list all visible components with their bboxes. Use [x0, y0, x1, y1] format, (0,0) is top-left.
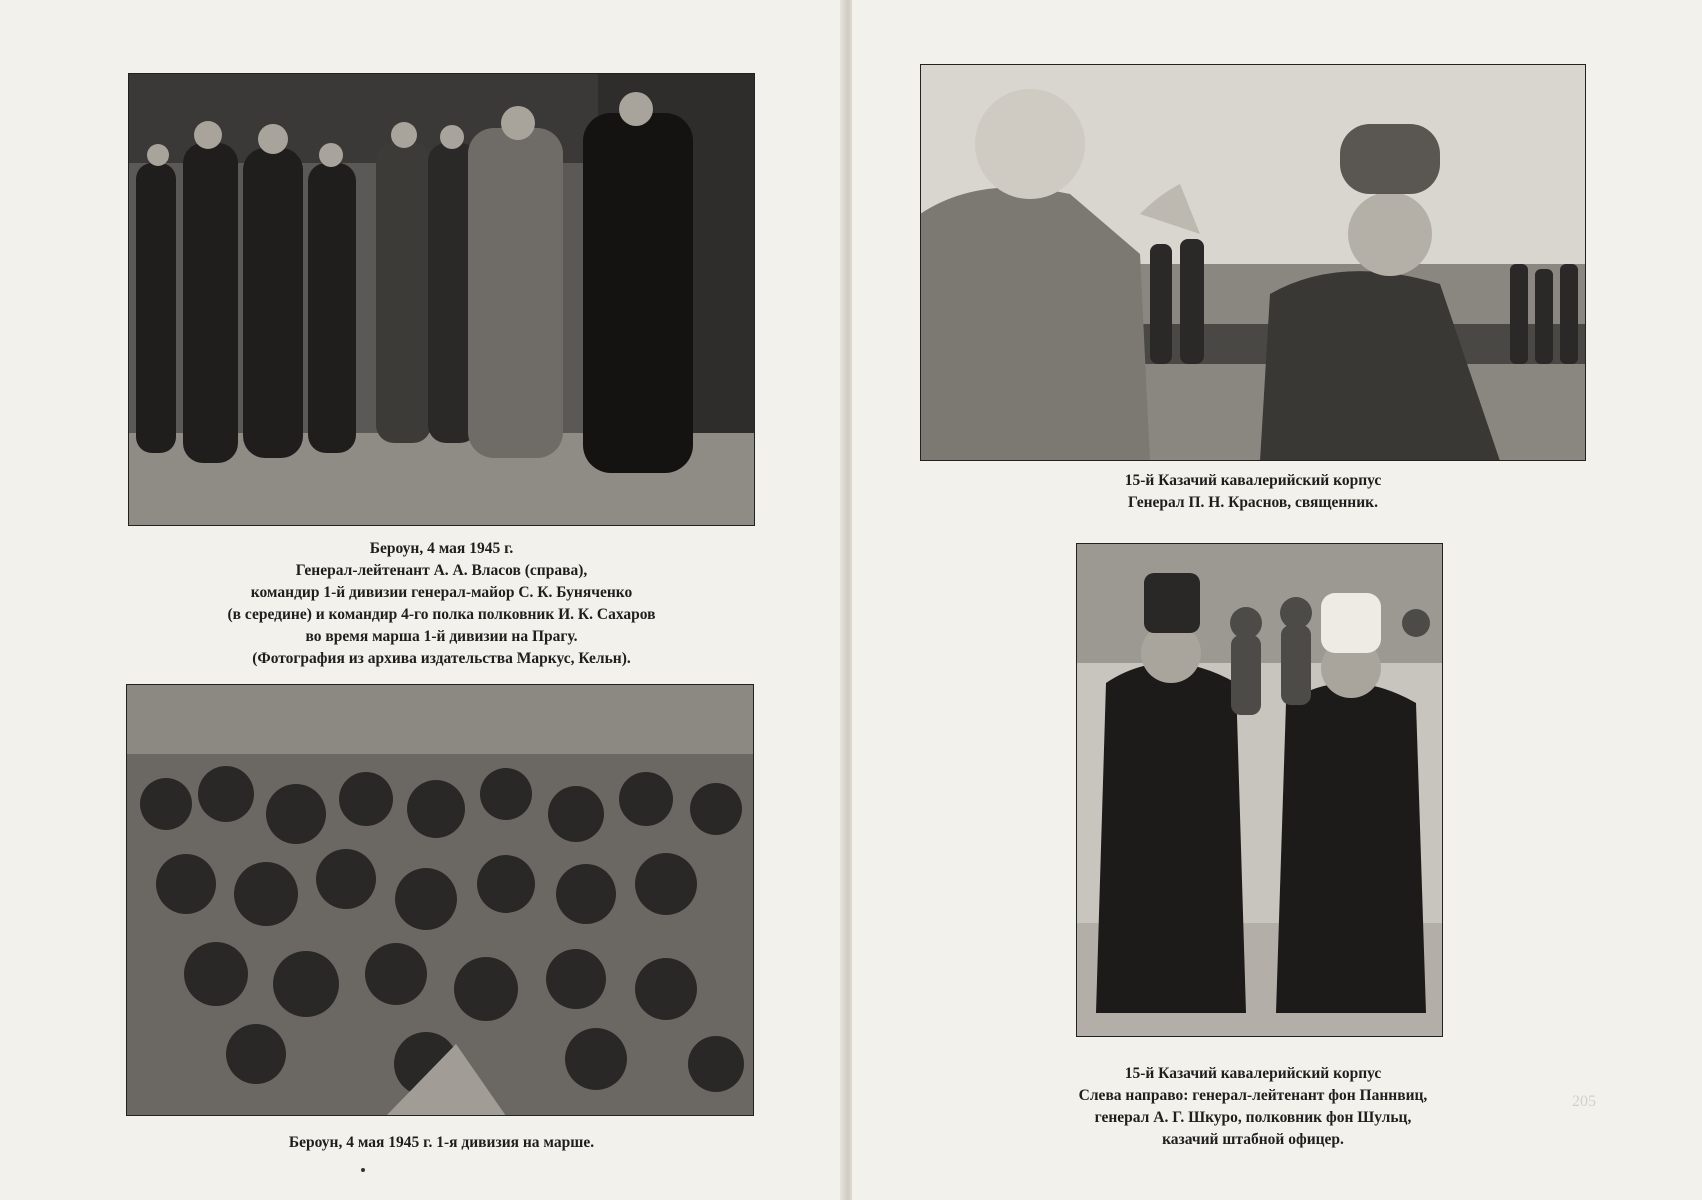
photo-cossack-officers: [1076, 543, 1443, 1037]
caption-officers-beroun: [170, 538, 713, 670]
caption-division-march: [170, 1132, 713, 1154]
caption-line: во время марша 1-й дивизии на Прагу.: [305, 628, 578, 645]
photo-officers-beroun: [128, 73, 755, 526]
caption-line: Слева направо: генерал-лейтенант фон Паннвиц,: [1078, 1087, 1428, 1104]
caption-line: командир 1-й дивизии генерал-майор С. К. Буняченко: [250, 584, 633, 601]
caption-line: Бероун, 4 мая 1945 г.: [369, 540, 514, 557]
caption-line: генерал А. Г. Шкуро, полковник фон Шульц,: [1094, 1109, 1412, 1126]
caption-line: Бероун, 4 мая 1945 г. 1-я дивизия на марше.: [288, 1134, 595, 1151]
right-page: [852, 0, 1702, 1200]
caption-cossack-officers: [920, 1063, 1586, 1151]
caption-line: Генерал-лейтенант А. А. Власов (справа),: [295, 562, 588, 579]
print-speck: [361, 1168, 365, 1172]
caption-line: (Фотография из архива издательства Маркус, Кельн).: [252, 650, 631, 667]
caption-line: (в середине) и командир 4-го полка полковник И. К. Сахаров: [227, 606, 656, 623]
photo-krasnov-priest: [920, 64, 1586, 461]
photo-division-march: [126, 684, 754, 1116]
left-page: [0, 0, 846, 1200]
caption-line: 15-й Казачий кавалерийский корпус: [1124, 472, 1382, 489]
caption-line: Генерал П. Н. Краснов, священник.: [1128, 494, 1378, 511]
page-number: 205: [1572, 1093, 1596, 1110]
caption-line: 15-й Казачий кавалерийский корпус: [1124, 1065, 1382, 1082]
caption-line: казачий штабной офицер.: [1162, 1131, 1344, 1148]
caption-krasnov: [920, 470, 1586, 514]
